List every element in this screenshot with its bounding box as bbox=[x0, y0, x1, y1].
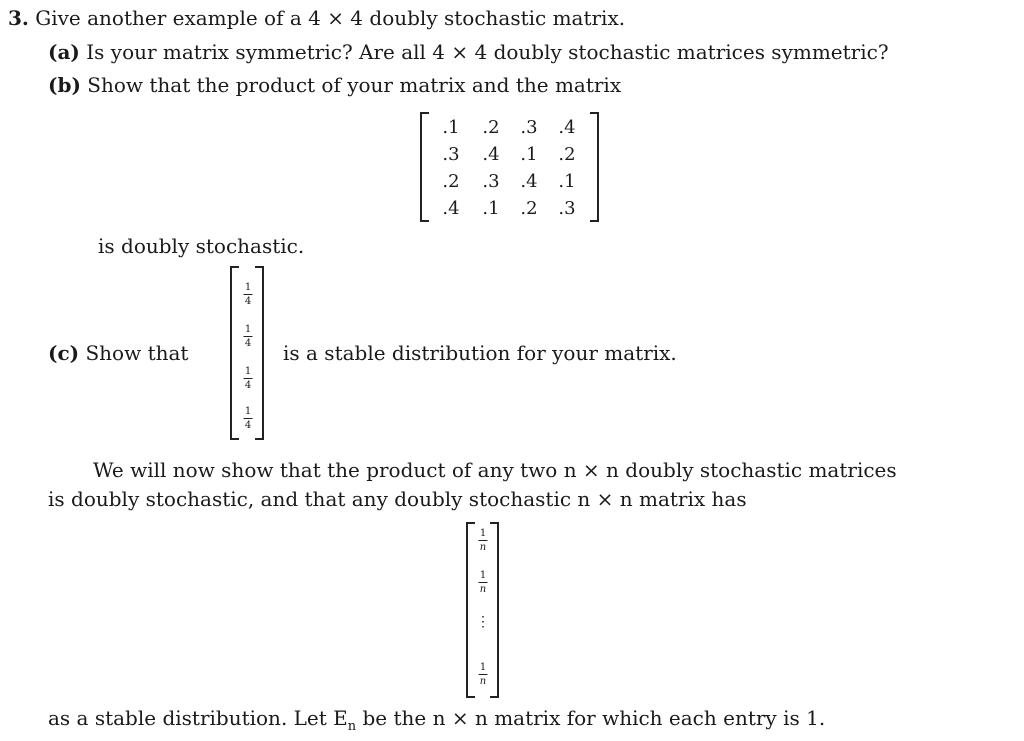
fraction-num: 1 bbox=[244, 406, 252, 417]
part-c-pre bbox=[48, 343, 188, 363]
fraction bbox=[244, 406, 253, 431]
fraction bbox=[479, 662, 488, 687]
right-bracket bbox=[255, 266, 264, 440]
part-c-pre-text: Show that bbox=[85, 341, 189, 365]
part-a bbox=[48, 42, 889, 62]
fraction bbox=[244, 324, 253, 349]
matrix-4x4 bbox=[420, 112, 602, 224]
matrix-cell: .4 bbox=[442, 198, 460, 219]
matrix-cell: .3 bbox=[558, 198, 576, 219]
part-a-label: (a) bbox=[48, 40, 80, 64]
paragraph-line-1: We will now show that the product of any two n × n doubly stochastic matrices bbox=[93, 458, 897, 482]
matrix-cell: .1 bbox=[482, 198, 500, 219]
fraction-num: 1 bbox=[479, 570, 487, 581]
part-b-after: is doubly stochastic. bbox=[98, 234, 305, 258]
fraction-den: 4 bbox=[244, 296, 252, 307]
fraction-den: n bbox=[479, 584, 487, 595]
matrix-grid bbox=[430, 114, 586, 222]
fraction-num: 1 bbox=[244, 366, 252, 377]
matrix-cell: .4 bbox=[482, 144, 500, 165]
matrix-cell: .4 bbox=[520, 171, 538, 192]
matrix-cell: .2 bbox=[558, 144, 576, 165]
fraction-num: 1 bbox=[479, 528, 487, 539]
matrix-cell: .2 bbox=[442, 171, 460, 192]
matrix-cell: .1 bbox=[442, 117, 460, 138]
matrix-cell: .4 bbox=[558, 117, 576, 138]
fraction bbox=[244, 282, 253, 307]
matrix-cell: .2 bbox=[482, 117, 500, 138]
left-bracket bbox=[466, 522, 475, 698]
part-b-text: Show that the product of your matrix and the matrix bbox=[87, 73, 622, 97]
fraction-den: n bbox=[479, 676, 487, 687]
fraction-den: n bbox=[479, 542, 487, 553]
left-bracket bbox=[420, 112, 429, 222]
problem-heading bbox=[8, 8, 625, 28]
paragraph-line-3 bbox=[48, 708, 825, 733]
fraction-num: 1 bbox=[244, 324, 252, 335]
matrix-cell: .1 bbox=[558, 171, 576, 192]
right-bracket bbox=[490, 522, 499, 698]
part-c-label: (c) bbox=[48, 341, 80, 365]
part-c-post: is a stable distribution for your matrix. bbox=[283, 341, 677, 365]
fraction-num: 1 bbox=[479, 662, 487, 673]
vertical-dots: ⋮ bbox=[476, 614, 490, 630]
matrix-cell: .3 bbox=[482, 171, 500, 192]
fraction bbox=[479, 528, 488, 553]
subscript-n: n bbox=[347, 719, 357, 734]
part-a-text: Is your matrix symmetric? Are all 4 × 4 doubly stochastic matrices symmetric? bbox=[86, 40, 889, 64]
fraction bbox=[244, 366, 253, 391]
paragraph-line-2: is doubly stochastic, and that any doubly stochastic n × n matrix has bbox=[48, 487, 747, 511]
line-3-start: as a stable distribution. Let E bbox=[48, 706, 348, 730]
problem-intro: Give another example of a 4 × 4 doubly stochastic matrix. bbox=[35, 6, 626, 30]
problem-number: 3. bbox=[8, 6, 29, 30]
fraction-den: 4 bbox=[244, 420, 252, 431]
matrix-cell: .3 bbox=[442, 144, 460, 165]
part-b-label: (b) bbox=[48, 73, 81, 97]
fraction-den: 4 bbox=[244, 338, 252, 349]
fraction bbox=[479, 570, 488, 595]
line-3-rest: be the n × n matrix for which each entry is 1. bbox=[356, 706, 826, 730]
quarter-vector bbox=[230, 266, 266, 442]
one-over-n-vector bbox=[466, 522, 500, 698]
matrix-cell: .3 bbox=[520, 117, 538, 138]
right-bracket bbox=[590, 112, 599, 222]
matrix-cell: .1 bbox=[520, 144, 538, 165]
part-b bbox=[48, 75, 621, 95]
fraction-num: 1 bbox=[244, 282, 252, 293]
matrix-cell: .2 bbox=[520, 198, 538, 219]
fraction-den: 4 bbox=[244, 380, 252, 391]
left-bracket bbox=[230, 266, 239, 440]
